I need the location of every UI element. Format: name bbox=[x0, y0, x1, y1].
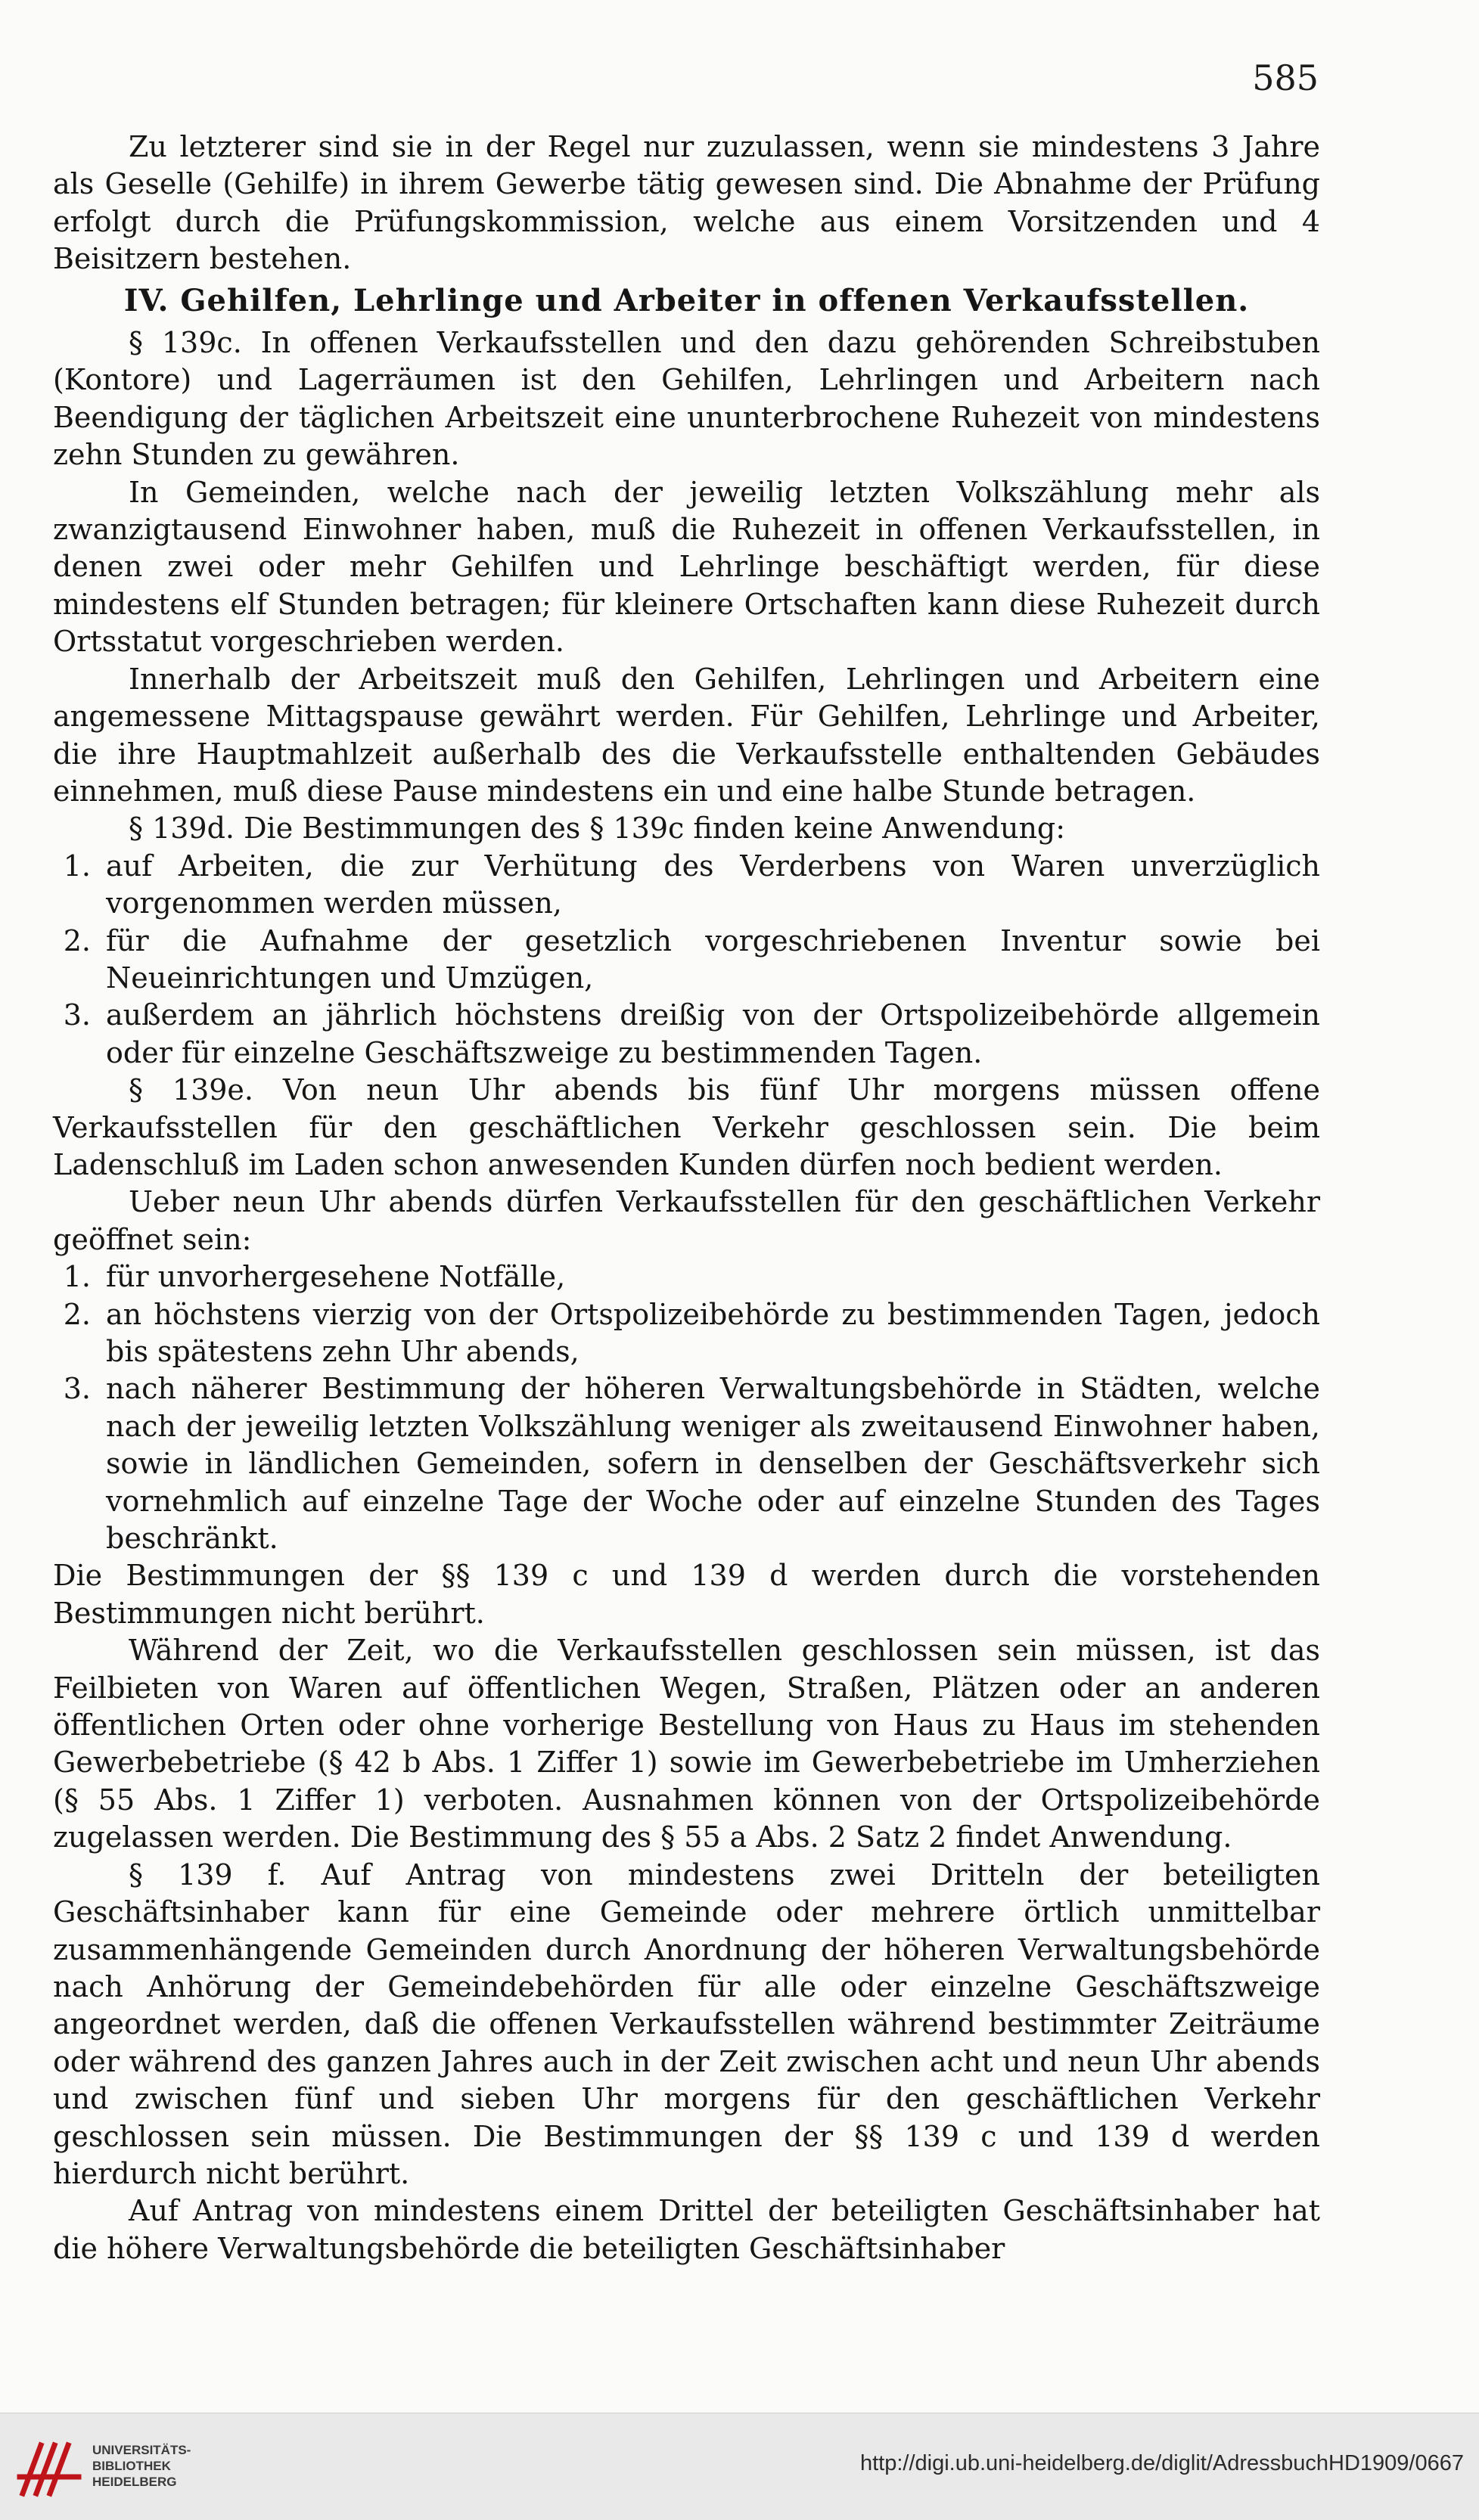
paragraph-139e-4: Während der Zeit, wo die Verkaufsstellen geschlossen sein müssen, ist das Feilbieten von Waren auf öffentlichen Wegen, Straßen, Plätzen oder an anderen öffentlichen Orten oder ohne vorherige Bestellung von Haus zu Haus im stehenden Gewerbebetriebe (§ 42 b Abs. 1 Ziffer 1) sowie im Gewerbebetriebe im Umherziehen (§ 55 Abs. 1 Ziffer 1) verboten. Ausnahmen können von der Ortspolizeibehörde zugelassen werden. Die Bestimmung des § 55 a Abs. 2 Satz 2 findet Anwendung. bbox=[53, 1634, 1320, 1854]
list-number: 3. bbox=[63, 1372, 91, 1406]
paragraph-139f-1: § 139 f. Auf Antrag von mindestens zwei Dritteln der beteiligten Geschäftsinhaber kann für eine Gemeinde oder mehrere örtlich unmittelbar zusammenhängende Gemeinden durch Anordnung der höheren Verwaltungsbehörde nach Anhörung der Gemeindebehörden für alle oder einzelne Geschäftszweige angeordnet werden, daß die offenen Verkaufsstellen während bestimmter Zeiträume oder während des ganzen Jahres auch in der Zeit zwischen acht und neun Uhr abends und zwischen fünf und sieben Uhr morgens für den geschäftlichen Verkehr geschlossen sein müssen. Die Bestimmungen der §§ 139 c und 139 d werden hierdurch nicht berührt. bbox=[53, 1857, 1320, 2190]
list-item bbox=[53, 1370, 1320, 1557]
paragraph-139d-intro: § 139d. Die Bestimmungen des § 139c finden keine Anwendung: bbox=[129, 812, 1066, 846]
library-name-line: BIBLIOTHEK bbox=[92, 2459, 171, 2473]
paragraph-139e-1: § 139e. Von neun Uhr abends bis fünf Uhr morgens müssen offene Verkaufsstellen für den geschäftlichen Verkehr geschlossen sein. Die beim Ladenschluß im Laden schon anwesenden Kunden dürfen noch bedient werden. bbox=[53, 1073, 1320, 1181]
list-text: nach näherer Bestimmung der höheren Verwaltungsbehörde in Städten, welche nach der jeweilig letzten Volkszählung weniger als zweitausend Einwohner haben, sowie in ländlichen Gemeinden, sofern in denselben der Geschäftsverkehr sich vornehmlich auf einzelne Tage der Woche oder auf einzelne Stunden des Tages beschränkt. bbox=[106, 1372, 1320, 1556]
list-number: 1. bbox=[63, 849, 91, 883]
list-item bbox=[53, 923, 1320, 998]
intro-paragraph: Zu letzterer sind sie in der Regel nur zuzulassen, wenn sie mindestens 3 Jahre als Geselle (Gehilfe) in ihrem Gewerbe tätig gewesen sind. Die Abnahme der Prüfung erfolgt durch die Prüfungskommission, welche aus einem Vorsitzenden und 4 Beisitzern bestehen. bbox=[53, 130, 1320, 276]
university-library-logo-icon[interactable] bbox=[15, 2432, 85, 2501]
list-number: 2. bbox=[63, 923, 91, 957]
list-text: an höchstens vierzig von der Ortspolizeibehörde zu bestimmenden Tagen, jedoch bis spätestens zehn Uhr abends, bbox=[106, 1297, 1320, 1368]
library-name-line: HEIDELBERG bbox=[92, 2475, 177, 2489]
list-number: 1. bbox=[63, 1260, 91, 1294]
paragraph-139c-2: In Gemeinden, welche nach der jeweilig letzten Volkszählung mehr als zwanzigtausend Einwohner haben, muß die Ruhezeit in offenen Verkaufsstellen, in denen zwei oder mehr Gehilfen und Lehrlinge beschäftigt werden, für diese mindestens elf Stunden betragen; für kleinere Ortschaften kann diese Ruhezeit durch Ortsstatut vorgeschrieben werden. bbox=[53, 475, 1320, 659]
list-number: 3. bbox=[63, 998, 91, 1032]
library-name-line: UNIVERSITÄTS- bbox=[92, 2443, 191, 2457]
paragraph-139e-2: Ueber neun Uhr abends dürfen Verkaufsstellen für den geschäftlichen Verkehr geöffnet sein: bbox=[53, 1185, 1320, 1256]
list-text: für unvorhergesehene Notfälle, bbox=[106, 1260, 566, 1294]
list-number: 2. bbox=[63, 1297, 91, 1331]
list-text: für die Aufnahme der gesetzlich vorgeschriebenen Inventur sowie bei Neueinrichtungen und Umzügen, bbox=[106, 923, 1320, 995]
document-body bbox=[53, 129, 1320, 2267]
list-text: außerdem an jährlich höchstens dreißig von der Ortspolizeibehörde allgemein oder für einzelne Geschäftszweige zu bestimmenden Tagen. bbox=[106, 998, 1320, 1069]
page-number: 585 bbox=[1252, 57, 1319, 98]
list-item bbox=[53, 997, 1320, 1072]
list-item bbox=[53, 1296, 1320, 1371]
list-text: auf Arbeiten, die zur Verhütung des Verderbens von Waren unverzüglich vorgenommen werden müssen, bbox=[106, 849, 1320, 920]
paragraph-139c-1: § 139c. In offenen Verkaufsstellen und den dazu gehörenden Schreibstuben (Kontore) und Lagerräumen ist den Gehilfen, Lehrlingen und Arbeitern nach Beendigung der täglichen Arbeitszeit eine ununterbrochene Ruhezeit von mindestens zehn Stunden zu gewähren. bbox=[53, 326, 1320, 472]
library-name bbox=[92, 2442, 191, 2490]
list-item bbox=[53, 848, 1320, 923]
source-url-link[interactable]: http://digi.ub.uni-heidelberg.de/diglit/AdressbuchHD1909/0667 bbox=[859, 2451, 1464, 2475]
section-heading: IV. Gehilfen, Lehrlinge und Arbeiter in offenen Verkaufsstellen. bbox=[123, 282, 1250, 318]
paragraph-139c-3: Innerhalb der Arbeitszeit muß den Gehilfen, Lehrlingen und Arbeitern eine angemessene Mittagspause gewährt werden. Für Gehilfen, Lehrlinge und Arbeiter, die ihre Hauptmahlzeit außerhalb des die Verkaufsstelle enthaltenden Gebäudes einnehmen, muß diese Pause mindestens ein und eine halbe Stunde betragen. bbox=[53, 662, 1320, 808]
paragraph-139e-3: Die Bestimmungen der §§ 139 c und 139 d werden durch die vorstehenden Bestimmungen nicht berührt. bbox=[53, 1559, 1320, 1630]
paragraph-139f-2: Auf Antrag von mindestens einem Drittel der beteiligten Geschäftsinhaber hat die höhere Verwaltungsbehörde die beteiligten Geschäftsinhaber bbox=[53, 2194, 1320, 2265]
list-item bbox=[53, 1258, 1320, 1296]
footer-bar bbox=[0, 2413, 1479, 2520]
